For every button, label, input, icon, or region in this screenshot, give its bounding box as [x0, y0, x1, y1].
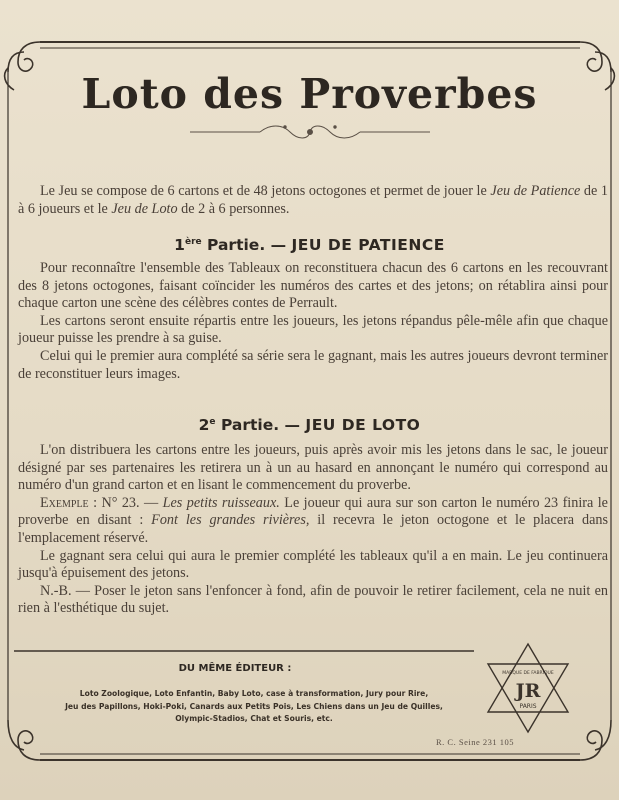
logo-initials: JR — [515, 680, 541, 702]
part2-paragraph-4: N.-B. — Poser le jeton sans l'enfoncer à fond, afin de pouvoir le retirer facilement, cela ne nuit en rien à l'esthétique du sujet. — [18, 582, 608, 617]
example-proverb-end: Font les grandes rivières, — [151, 512, 310, 529]
registration-number: R. C. Seine 231 105 — [436, 737, 514, 747]
editor-title: DU MÊME ÉDITEUR : — [178, 663, 292, 674]
part1-heading — [0, 236, 619, 254]
intro-jeu-patience: Jeu de Patience — [490, 183, 581, 199]
part1-name: JEU DE PATIENCE — [291, 236, 445, 254]
corner-ornament-bottom-left — [8, 720, 40, 760]
example-number: : N° 23. — — [88, 494, 163, 511]
part2-number: 2 — [198, 416, 210, 434]
example-mid: Le joueur qui aura sur son carton le numéro 23 finira le proverbe en disant : — [18, 494, 608, 529]
part1-number: 1 — [174, 236, 185, 254]
example-label: Exemple — [40, 494, 89, 511]
part2-paragraph-1: L'on distribuera les cartons entre les joueurs, puis après avoir mis les jetons dans le sac, le joueur désigné par ses partenaires les retirera un à un au hasard en annonçant le numéro qui correspond au numéro d'un grand carton et en lisant le commencement du proverbe. — [18, 442, 608, 494]
logo-bottom-text: PARIS — [519, 703, 537, 710]
intro-text-1: Le Jeu se compose de 6 cartons et de 48 jetons octogones et permet de jouer le — [40, 183, 491, 199]
part1-paragraph-1: Pour reconnaître l'ensemble des Tableaux on reconstituera chacun des 6 cartons en les recouvrant des 8 jetons octogones, faisant coïncider les numéros des cartes et des jetons; on rétablira ainsi pour chaque carton une scène des célèbres contes de Perrault. — [18, 260, 608, 312]
example-end: il recevra le jeton octogone et le placera dans l'emplacement réservé. — [18, 512, 608, 546]
corner-ornament-bottom-right — [580, 720, 611, 760]
part1-sup: ère — [184, 236, 202, 247]
intro-text-2: de 1 à 6 joueurs et le — [18, 183, 608, 217]
intro-paragraph — [18, 183, 608, 218]
part1-label: Partie. — — [207, 236, 287, 254]
part2-body — [18, 442, 608, 618]
editor-line-1: Loto Zoologique, Loto Enfantin, Baby Loto, case à transformation, Jury pour Rire, — [79, 689, 429, 698]
part2-name: JEU DE LOTO — [305, 416, 421, 434]
part2-sup: e — [209, 416, 216, 427]
part1-paragraph-3: Celui qui le premier aura complété sa série sera le gagnant, mais les autres joueurs devront terminer de reconstituer leurs images. — [18, 347, 608, 382]
example-proverb-start: Les petits ruisseaux. — [162, 494, 280, 511]
example-paragraph — [18, 495, 608, 548]
trademark-logo — [483, 640, 573, 735]
part1-body — [18, 260, 608, 383]
editor-line-3: Olympic-Stadios, Chat et Souris, etc. — [175, 714, 333, 723]
page-title: Loto des Proverbes — [81, 70, 538, 118]
part2-heading — [0, 416, 619, 434]
editor-list — [55, 688, 453, 726]
editor-line-2: Jeu des Papillons, Hoki-Poki, Canards aux Petits Pois, Les Chiens dans un Jeu de Quilles, — [65, 701, 443, 711]
intro-text-3: de 2 à 6 personnes. — [177, 200, 290, 217]
intro-jeu-loto: Jeu de Loto — [111, 200, 178, 217]
logo-top-text: MARQUE DE FABRIQUE — [502, 671, 554, 676]
part2-paragraph-3: Le gagnant sera celui qui aura le premier complété les tableaux qu'il a en main. Le jeu continuera jusqu'à épuisement des jetons. — [18, 547, 608, 582]
part1-paragraph-2: Les cartons seront ensuite répartis entre les joueurs, les jetons répandus pêle-mêle afin que chaque joueur puisse les prendre à sa guise. — [18, 312, 608, 347]
part2-label: Partie. — — [220, 416, 301, 434]
title-flourish — [190, 122, 430, 142]
